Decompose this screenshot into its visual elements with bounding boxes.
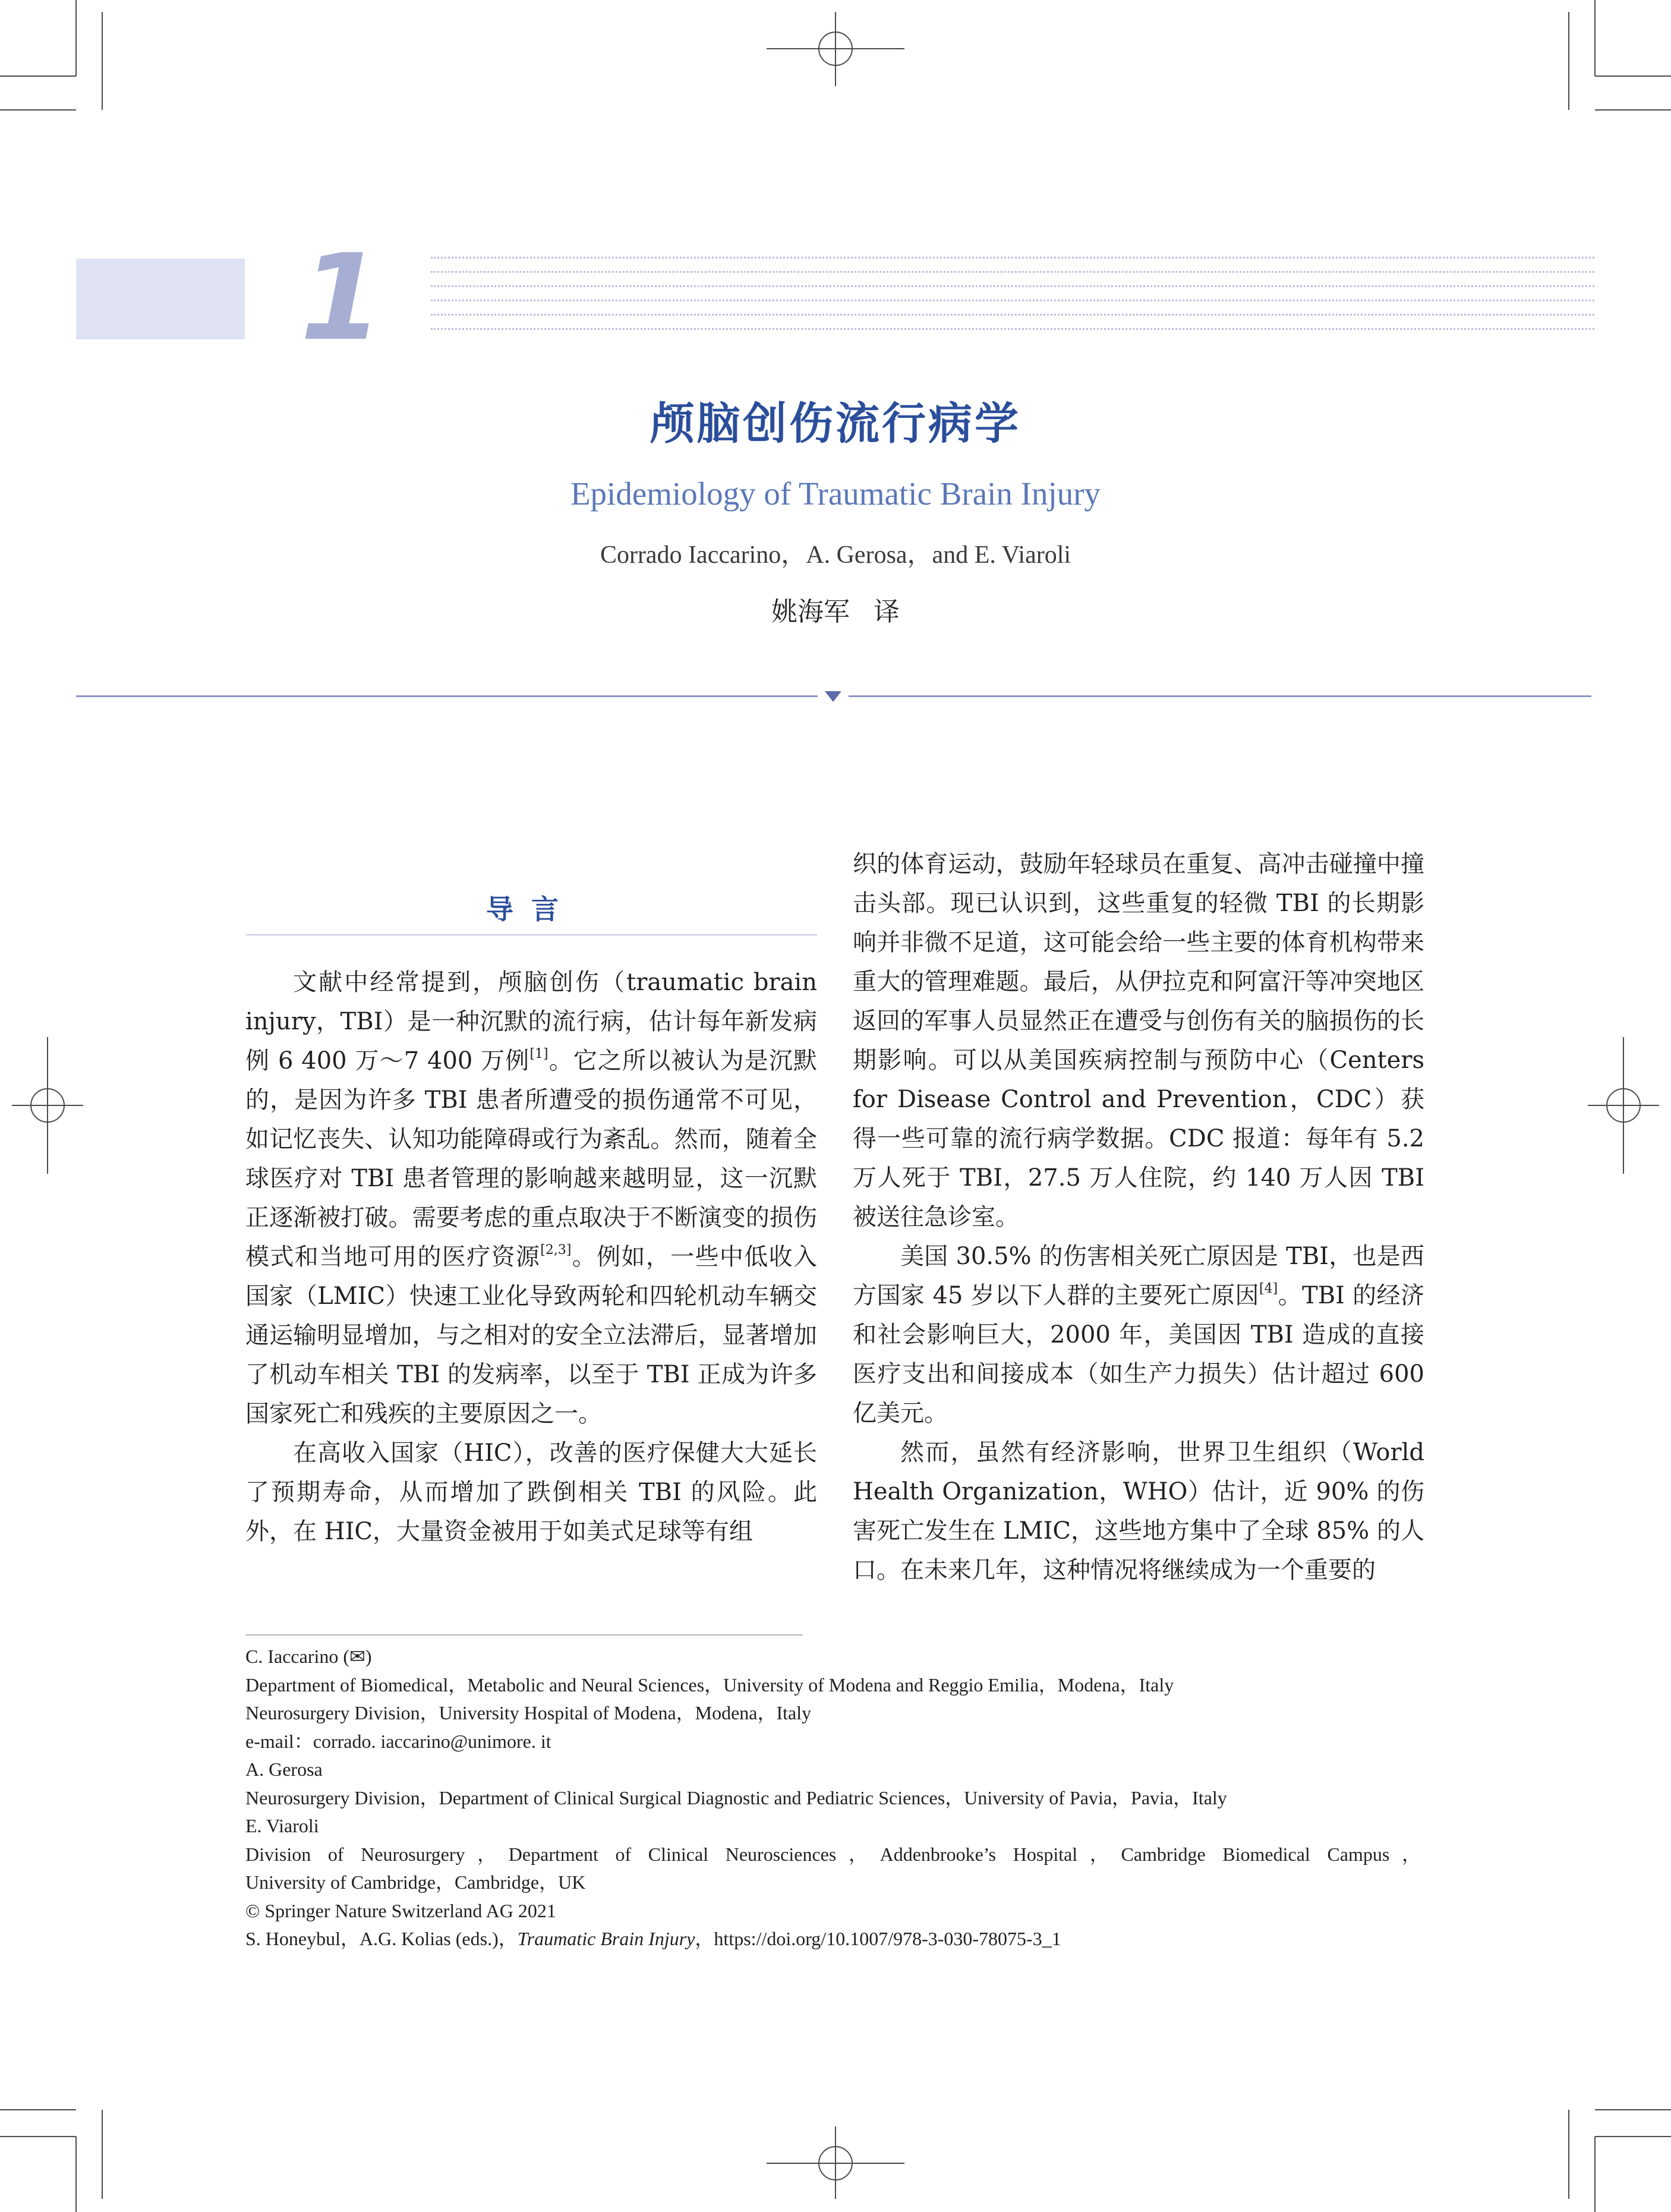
citation-ref: [2,3]: [540, 1243, 572, 1258]
footnote-affiliation: Neurosurgery Division，University Hospital of Modena，Modena，Italy: [245, 1702, 812, 1723]
footnote-citation: [245, 1925, 1422, 1953]
citation-doi-link[interactable]: ，https://doi.org/10.1007/978-3-030-78075-3_1: [695, 1928, 1061, 1949]
chapter-authors: Corrado Iaccarino，A. Gerosa，and E. Viaroli: [600, 541, 1071, 569]
translator-name: 姚海军: [771, 597, 850, 627]
footnote-copyright: © Springer Nature Switzerland AG 2021: [245, 1899, 556, 1921]
citation-book-title: Traumatic Brain Injury: [517, 1928, 695, 1949]
footnote-email[interactable]: e-mail：corrado. iaccarino@unimore. it: [245, 1730, 551, 1752]
left-p1-text-b: 。它之所以被认为是沉默的，是因为许多 TBI 患者所遭受的损伤通常不可见，如记忆丧失、认知功能障碍或行为紊乱。然而，随着全球医疗对 TBI 患者管理的影响越来越明显，这一沉默正逐渐被打破。需要考虑的重点取决于不断演变的损伤模式和当地可用的医疗资源: [245, 1047, 818, 1271]
translator-line: [0, 594, 1671, 630]
footnote-author-1: C. Iaccarino (✉): [245, 1646, 372, 1667]
citation-editors: S. Honeybul，A.G. Kolias (eds.)，: [245, 1928, 518, 1949]
title-divider-arrow: [825, 691, 841, 702]
title-divider-left: [76, 695, 818, 697]
footnote-affiliation: University of Cambridge，Cambridge，UK: [245, 1871, 586, 1893]
right-paragraph-1: 织的体育运动，鼓励年轻球员在重复、高冲击碰撞中撞击头部。现已认识到，这些重复的轻微 TBI 的长期影响并非微不足道，这可能会给一些主要的体育机构带来重大的管理难题。最后，从伊拉克和阿富汗等冲突地区返回的军事人员显然正在遭受与创伤有关的脑损伤的长期影响。可以从美国疾病控制与预防中心（Centers for Disease Control and Prevention，CDC）获得一些可靠的流行病学数据。CDC 报道：每年有 5.2 万人死于 TBI，27.5 万人住院，约 140 万人因 TBI 被送往急诊室。: [853, 850, 1424, 1231]
chapter-number: 1: [300, 229, 383, 367]
footnote-affiliation: Division of Neurosurgery，Department of Clinical Neurosciences，Addenbrooke’s Hospital，Cambridge Biomedical Campus，: [245, 1843, 1421, 1865]
chapter-title-en: Epidemiology of Traumatic Brain Injury: [570, 475, 1101, 512]
section-heading: 导言: [486, 893, 576, 925]
footnote-author-3: E. Viaroli: [245, 1815, 319, 1836]
left-paragraph-2: 在高收入国家（HIC），改善的医疗保健大大延长了预期寿命，从而增加了跌倒相关 TBI 的风险。此外，在 HIC，大量资金被用于如美式足球等有组: [245, 1439, 817, 1545]
section-heading-rule: [245, 934, 817, 935]
left-paragraph-1: [245, 963, 817, 1433]
footnote-affiliation: Department of Biomedical，Metabolic and Neural Sciences，University of Modena and Reggio Emilia，Modena，Italy: [245, 1674, 1174, 1696]
citation-ref: [1]: [529, 1047, 548, 1061]
left-p1-text-c: 。例如，一些中低收入国家（LMIC）快速工业化导致两轮和四轮机动车辆交通运输明显增加，与之相对的安全立法滞后，显著增加了机动车相关 TBI 的发病率，以至于 TBI 正成为许多国家死亡和残疾的主要原因之一。: [245, 1243, 818, 1428]
translator-label: 译: [874, 597, 900, 627]
right-p2-text-a: 美国 30.5% 的伤害相关死亡原因是 TBI，也是西方国家 45 岁以下人群的主要死亡原因: [853, 1243, 1424, 1309]
left-p1-text-a: 文献中经常提到，颅脑创伤（traumatic brain injury，TBI）是一种沉默的流行病，估计每年新发病例 6 400 万～7 400 万例: [245, 969, 817, 1075]
footnote-author-2: A. Gerosa: [245, 1759, 323, 1780]
footnote-affiliation: Neurosurgery Division，Department of Clinical Surgical Diagnostic and Pediatric Sciences，University of Pavia，Pavia，Italy: [245, 1786, 1227, 1808]
chapter-number-block: [76, 259, 245, 339]
footnotes: [245, 1643, 1422, 1953]
left-column: [245, 963, 817, 1551]
right-paragraph-3: 然而，虽然有经济影响，世界卫生组织（World Health Organization，WHO）估计，近 90% 的伤害死亡发生在 LMIC，这些地方集中了全球 85% 的人口。在未来几年，这种情况将继续成为一个重要的: [853, 1439, 1424, 1584]
citation-ref: [4]: [1259, 1281, 1278, 1296]
title-divider-right: [849, 695, 1591, 697]
right-paragraph-2: [853, 1237, 1424, 1433]
right-p2-text-b: 。TBI 的经济和社会影响巨大，2000 年，美国因 TBI 造成的直接医疗支出和间接成本（如生产力损失）估计超过 600 亿美元。: [853, 1282, 1424, 1427]
chapter-title-cn: 颅脑创伤流行病学: [650, 398, 1021, 449]
header-dotted-lines: [431, 257, 1594, 340]
footnote-rule: [245, 1634, 803, 1636]
right-column: [853, 845, 1424, 1590]
